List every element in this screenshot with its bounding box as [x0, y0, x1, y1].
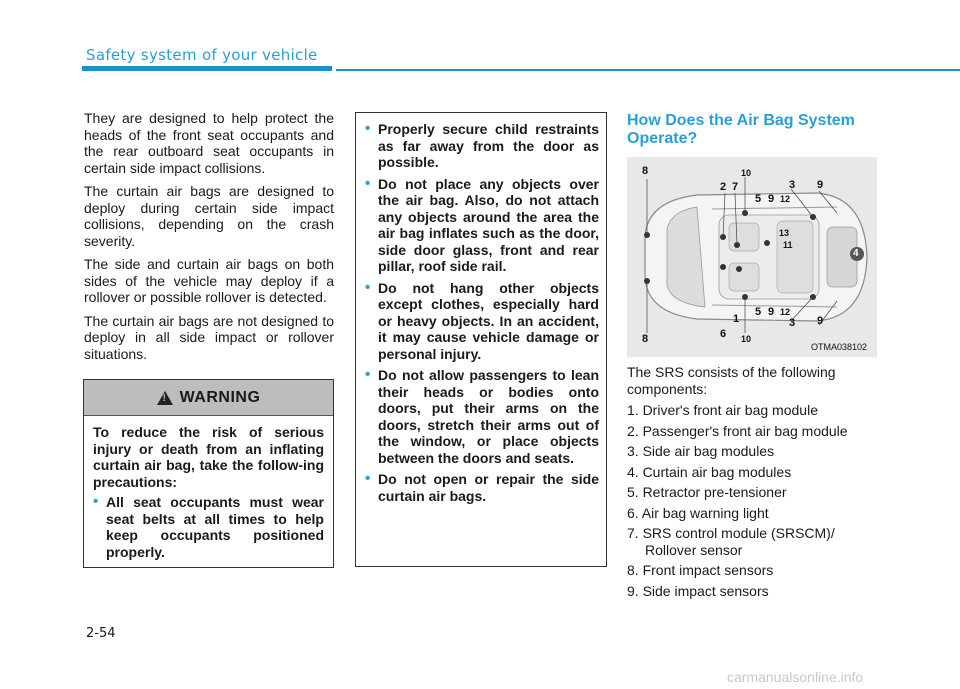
list-item: • Do not allow passengers to lean their heads or bodies onto doors, put their arms on the doors, stretch their arms out of the window, or place objects between the doors and seats.	[365, 367, 599, 466]
diagram-label: 5	[755, 193, 762, 205]
diagram-label: 12	[780, 307, 791, 317]
airbag-diagram	[627, 157, 877, 357]
list-item: 1. Driver's front air bag module	[627, 402, 818, 418]
warning-label: WARNING	[179, 388, 261, 406]
diagram-label: 6	[720, 328, 727, 340]
diagram-label: 9	[817, 179, 824, 191]
diagram-label: 7	[732, 181, 739, 193]
left-column	[84, 110, 334, 369]
list-item: • Properly secure child restraints as far away from the door as possible.	[365, 121, 599, 171]
warning-header	[84, 380, 333, 416]
diagram-label: 10	[741, 168, 752, 178]
precautions-box	[355, 112, 607, 567]
diagram-label: 3	[789, 179, 796, 191]
list-item: • Do not place any objects over the air bag. Also, do not attach any objects around the area the air bag inflates such as the door, side door glass, front and rear pillar, roof side rail.	[365, 176, 599, 275]
watermark: carmanualsonline.info	[727, 669, 864, 685]
warning-box	[83, 379, 334, 568]
diagram-label: 8	[642, 165, 649, 177]
diagram-label: 12	[780, 194, 791, 204]
list-item: 3. Side air bag modules	[627, 443, 775, 459]
diagram-label: 13	[779, 228, 790, 238]
diagram-label: 11	[783, 240, 793, 250]
diagram-label: 8	[642, 333, 649, 345]
diagram-code: OTMA038102	[811, 342, 868, 352]
diagram-label: 2	[720, 181, 727, 193]
paragraph: The curtain air bags are designed to deploy during certain side impact collisions, depending on the crash severity.	[84, 183, 334, 249]
list-item: 2. Passenger's front air bag module	[627, 422, 848, 439]
paragraph: The side and curtain air bags on both sides of the vehicle may deploy if a rollover or possible rollover is detected.	[84, 256, 334, 305]
list-item: 5. Retractor pre-tensioner	[627, 484, 787, 500]
diagram-label: 3	[789, 317, 796, 329]
list-item: 9. Side impact sensors	[627, 582, 769, 599]
header-rule-thin	[336, 69, 960, 71]
airbag-operation-title: How Does the Air Bag System Operate?	[627, 112, 855, 147]
diagram-label: 1	[733, 313, 740, 325]
warning-triangle-icon: !	[157, 391, 173, 405]
section-title: Safety system of your vehicle	[86, 46, 318, 64]
srs-components-section	[627, 364, 881, 603]
list-item: • Do not open or repair the side curtain air bags.	[365, 471, 599, 504]
diagram-label: 4	[853, 248, 859, 259]
diagram-label: 9	[768, 193, 775, 205]
warning-body	[84, 416, 333, 560]
warning-bullets	[93, 494, 324, 560]
list-item: 6. Air bag warning light	[627, 504, 769, 521]
page-number: 2-54	[86, 626, 116, 641]
diagram-labels	[627, 157, 877, 357]
list-item: • Do not hang other objects except clothes, especially hard or heavy objects. In an accident, it may cause vehicle damage or personal injury.	[365, 280, 599, 363]
srs-components-list	[627, 402, 881, 599]
list-item: 4. Curtain air bag modules	[627, 463, 792, 480]
diagram-label: 9	[768, 306, 775, 318]
paragraph: The curtain air bags are not designed to deploy in all side impact or rollover situations.	[84, 312, 334, 362]
srs-intro: The SRS consists of the following components:	[627, 364, 836, 397]
diagram-label: 10	[741, 334, 752, 344]
diagram-label: 9	[817, 315, 824, 327]
paragraph: They are designed to help protect the heads of the front seat occupants and the rear outboard seat occupants in certain side impact collisions.	[84, 110, 334, 176]
precautions-list	[365, 121, 599, 504]
list-item: • All seat occupants must wear seat belts at all times to help keep occupants positioned properly.	[93, 494, 324, 560]
warning-intro: To reduce the risk of serious injury or death from an inflating curtain air bag, take the follow-ing precautions:	[93, 424, 324, 490]
diagram-label: 5	[755, 306, 762, 318]
list-item: 7. SRS control module (SRSCM)/ Rollover sensor	[627, 525, 835, 558]
list-item: 8. Front impact sensors	[627, 562, 774, 578]
header-rule-thick	[82, 66, 332, 71]
